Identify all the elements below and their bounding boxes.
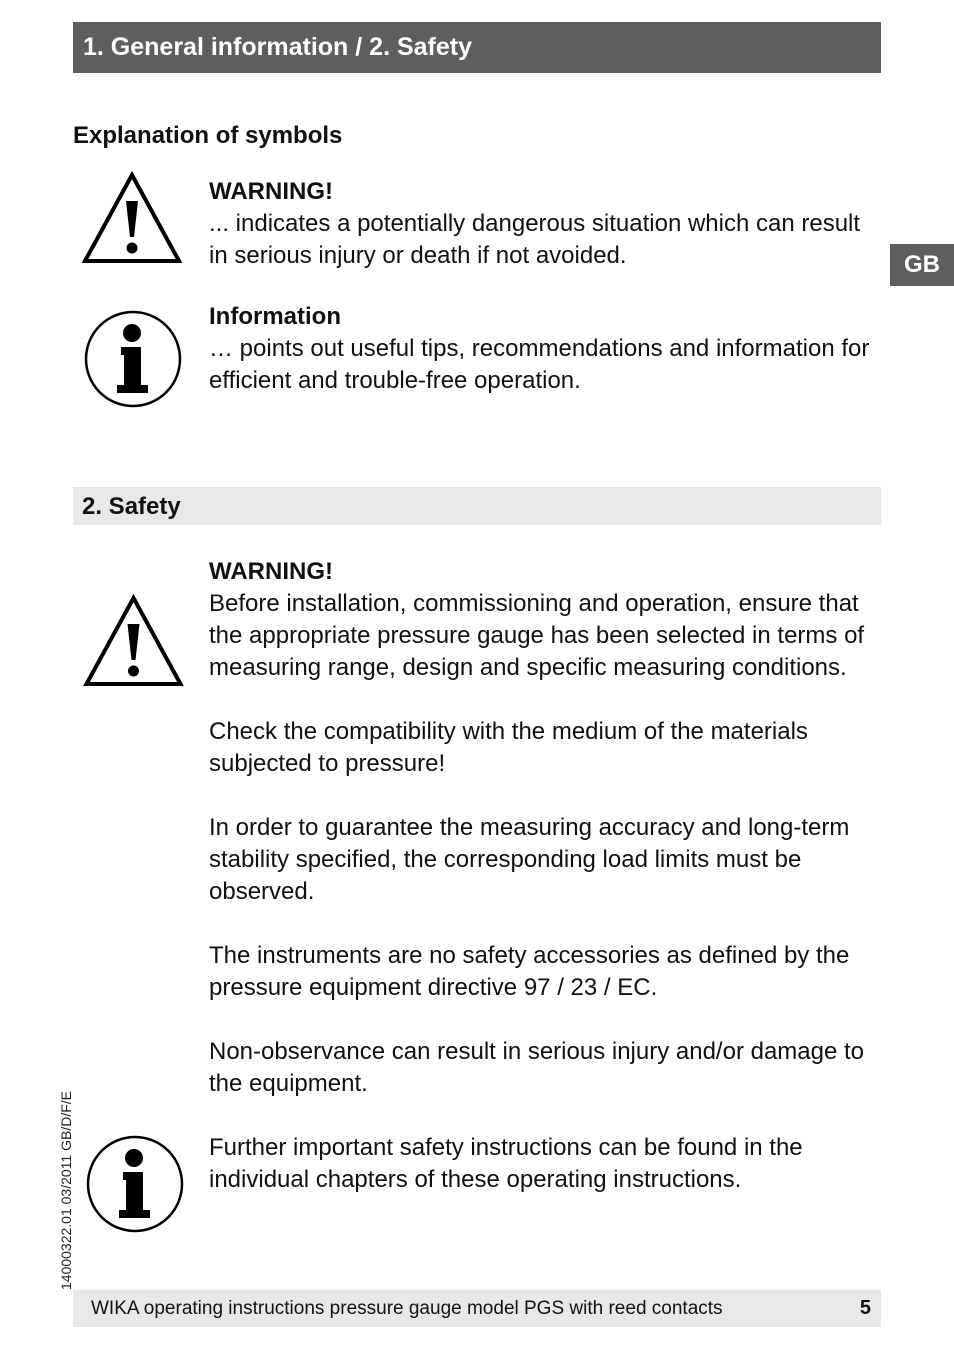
symbol-warning-text: ... indicates a potentially dangerous situation which can result in serious injury or death if not avoided. bbox=[209, 210, 861, 269]
safety-paragraph: Non-observance can result in serious injury and/or damage to the equipment. bbox=[209, 1038, 865, 1097]
symbols-heading: Explanation of symbols bbox=[73, 122, 343, 149]
information-icon bbox=[83, 309, 183, 409]
symbol-information-text: … points out useful tips, recommendations and information for efficient and trouble-free operation. bbox=[209, 335, 870, 394]
safety-paragraph: Before installation, commissioning and operation, ensure that the appropriate pressure gauge has been selected in terms of measuring range, design and specific measuring conditions. bbox=[209, 590, 865, 681]
footer-text: WIKA operating instructions pressure gauge model PGS with reed contacts bbox=[91, 1298, 723, 1319]
warning-triangle-icon bbox=[81, 171, 183, 265]
symbol-information-title: Information bbox=[209, 303, 341, 330]
page-header-title: 1. General information / 2. Safety bbox=[73, 22, 881, 73]
safety-warning-block bbox=[209, 556, 881, 1196]
safety-section-heading: 2. Safety bbox=[73, 487, 881, 525]
safety-paragraph: In order to guarantee the measuring accuracy and long-term stability specified, the corresponding load limits must be observed. bbox=[209, 814, 850, 905]
safety-paragraph: Check the compatibility with the medium of the materials subjected to pressure! bbox=[209, 718, 808, 777]
page-number: 5 bbox=[859, 1297, 871, 1319]
language-tab: GB bbox=[890, 244, 954, 286]
safety-info-paragraph: Further important safety instructions can be found in the individual chapters of these operating instructions. bbox=[209, 1134, 803, 1193]
information-icon bbox=[85, 1134, 185, 1234]
warning-triangle-icon bbox=[82, 594, 185, 688]
symbol-warning-block bbox=[209, 176, 881, 272]
symbol-information-block bbox=[209, 301, 881, 397]
document-code: 14000322.01 03/2011 GB/D/F/E bbox=[58, 1091, 74, 1290]
safety-warning-title: WARNING! bbox=[209, 558, 333, 585]
symbol-warning-title: WARNING! bbox=[209, 178, 333, 205]
safety-paragraph: The instruments are no safety accessories as defined by the pressure equipment directive 97 / 23 / EC. bbox=[209, 942, 850, 1001]
page-footer bbox=[73, 1290, 881, 1327]
